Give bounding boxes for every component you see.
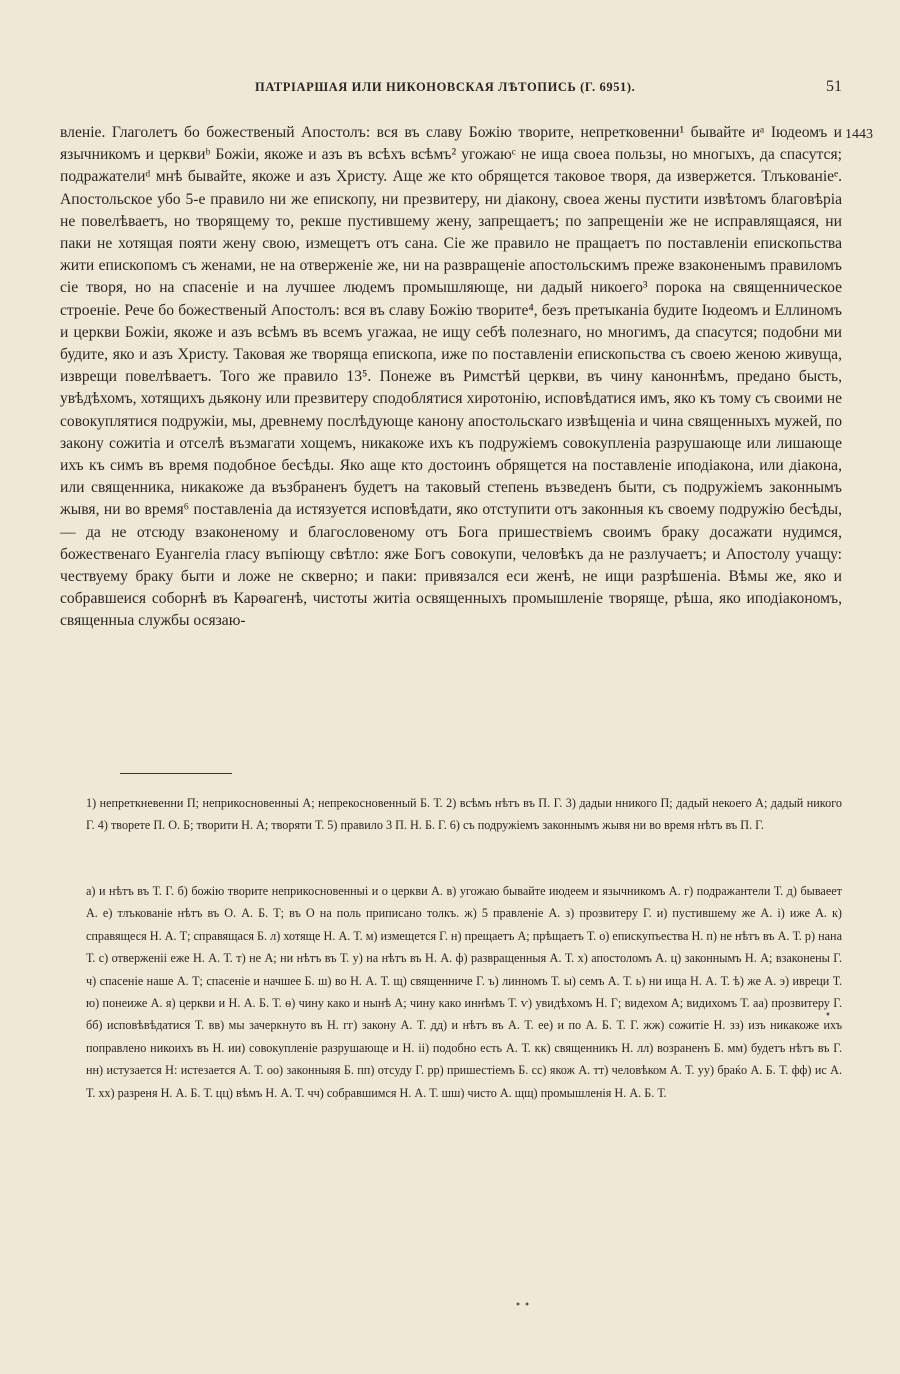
page-number: 51 [826,78,842,95]
footnote-separator [120,773,232,774]
page-header [60,78,842,102]
stray-mark: • [825,1010,831,1021]
stray-mark: • • [515,1300,530,1311]
lettered-variant-notes: а) и нѣтъ въ Т. Г. б) божію творите неприкосновенныі и о церкви А. в) угожаю бывайте июдеем и язычникомъ А. г) подражантели Т. д) бываеет А. е) тлъкованіе нѣтъ въ О. А. Б. Т; въ О на поль приписано толкъ. ж) 5 правленіе А. з) прозвитеру Г. и) пустившему же А. і) иже А. к) справящеся Н. А. Т; справящася Б. л) хотяще Н. А. Т. м) измещется Г. н) прещаетъ А; прѣщаетъ Т. о) епискупъества Н. п) не нѣтъ въ А. Т. р) нана Т. с) отверженіі еже Н. А. Т. т) не А; ни нѣтъ въ Т. у) на нѣтъ въ Н. А. ф) развращенныя А. Т. х) апостоломъ А. ц) законнымъ Н. А; взаконены Г. ч) спасеніе наше А. Т; спасеніе и начшее Б. ш) во Н. А. Т. щ) священниче Г. ъ) линномъ Т. ы) семъ А. Т. ь) ни ища Н. А. Т. ѣ) же А. э) ивреци Т. ю) понеиже А. я) церкви и Н. А. Б. Т. ѳ) чину како и нынѣ А; чину како иннѣмъ Т. ѵ) увидѣхомъ Н. Г; видехом А; видихомъ Т. аа) прозвитеру Г. бб) исповѣвѣдатися Т. вв) мы зачеркнуто въ Н. гг) закону А. Т. дд) и нѣтъ въ А. Т. ее) и по А. Б. Т. Г. жж) сожитіе Н. зз) изъ никакоже ихъ поправлено никоихъ въ Н. ии) совокупленіе разрушающе и Н. іі) подобно есть А. Т. кк) священникъ Н. лл) возраненъ Б. мм) будетъ нѣтъ въ Г. нн) истузается Н: истезается А. Т. оо) законныяя Б. пп) отсуду Г. рр) пришестіемъ Б. сс) якож А. тт) человѣком А. Т. уу) браќо А. Б. Т. фф) ис А. Т. хх) разреня Н. А. Б. Т. цц) вѣмъ Н. А. Т. чч) собравшимся Н. А. Т. шш) чисто А. щщ) промышленія Н. А. Б. Т. [86,884,842,1100]
running-title: ПАТРІАРШАЯ ИЛИ НИКОНОВСКАЯ ЛѢТОПИСЬ (Г. 6951). [255,80,636,94]
numbered-footnotes: 1) непретк​невенни П; неприкосновенныі А; непрекосновенный Б. Т. 2) всѣмъ нѣтъ въ П. Г. 3) дадыи нникого П; дадый некоего А; дадый никого Г. 4) творете П. О. Б; творити Н. А; творяти Т. 5) правило 3 П. Н. Б. Г. 6) съ подружіемъ законнымъ жывя ни во время нѣтъ въ П. Г. [86,796,842,833]
main-text: вленіе. Глаголетъ бо божественый Апостолъ: вся въ славу Божiю творите, непретковенни¹ бывайте иᵃ Іюдеомъ и язычникомъ и церквиᵇ Божіи, якоже и азъ въ всѣхъ всѣмъ² угожаюᶜ не ища своеа пользы, но многыхъ, да спасутся; подражателиᵈ мнѣ бывайте, якоже и азъ Христу. Аще же кто обрящется таковое творя, да извержется. Тлъкованіеᵉ. Апостольское убо 5-е правило ни же епископу, ни презвитеру, ни діакону, своеа жены пустити извѣтомъ благовѣріа не повелѣваетъ, но творящему то, рекше пустившему жену, запрещаетъ; по запрещеніи же не исправлящаяся, ни паки не хотящая пояти жену свою, измещетъ отъ сана. Сіе же правило не пращаетъ по поставленіи епископьства жити епископомъ съ женами, не на отверженіе же, ни на развращеніе апостольскимъ преже взаконенымъ правиломъ сіе творя, но на спасеніе и на лучшее людемъ промышляюще, ни дадый никоего³ порока на священническое строеніе. Рече бо божественый Апостолъ: вся въ славу Божiю творите⁴, безъ претыканіа будите Іюдеомъ и Еллиномъ и церкви Божіи, якоже и азъ всѣмъ въ всемъ угажаа, не ищу себѣ полезнаго, но многимъ, да спасутся; подобни ми будите, яко и азъ Христу. Таковая же творяща епископа, иже по поставленіи епископьства съ своею женою живуща, изврещи повелѣваетъ. Того же правило 13⁵. Понеже въ Римстѣй церкви, въ чину каноннѣмъ, предано бысть, увѣдѣхомъ, хотящихъ дьякону или презвитеру сподоблятися хиротонію, исповѣдатися имъ, яко къ тому съ своими не совокуплятися подружіи, мы, древнему послѣдующе канону апостольскаго извѣщеніа и чина священныхъ мужей, по закону сожитіа и отселѣ възмагати хощемъ, никакоже ихъ къ подружіемъ совокупленіа разрушающе или лишающе ихъ къ симъ въ время подобное бесѣды. Яко аще кто достоинъ обрящется на поставленіе иподіакона, или діакона, или священника, никакоже да възбраненъ будетъ на таковый степень възведенъ быти, съ подружіемъ законнымъ жывя, ни во время⁶ поставленіа да истязуется исповѣдати, яко отступити отъ законныя къ своему подружію бесѣды,— да не отсюду взаконеному и благословеному отъ Бога пришествіемъ своимъ браку досажати нудимся, божественаго Еуангеліа гласу въпіющу свѣтло: яже Богъ совокупи, человѣкъ да не разлучаетъ; и Апостолу учащу: чествуему браку быти и ложе не скверно; и паки: привязался еси женѣ, не ищи разрѣшеніа. Вѣмы же, яко и собравшеися соборнѣ въ Карѳагенѣ, чистоты житіа освященныхъ промышленіе творяще, рѣша, яко иподіакономъ, священныа службы осязаю- [60,124,842,630]
margin-year-note: 1443 [845,127,873,142]
